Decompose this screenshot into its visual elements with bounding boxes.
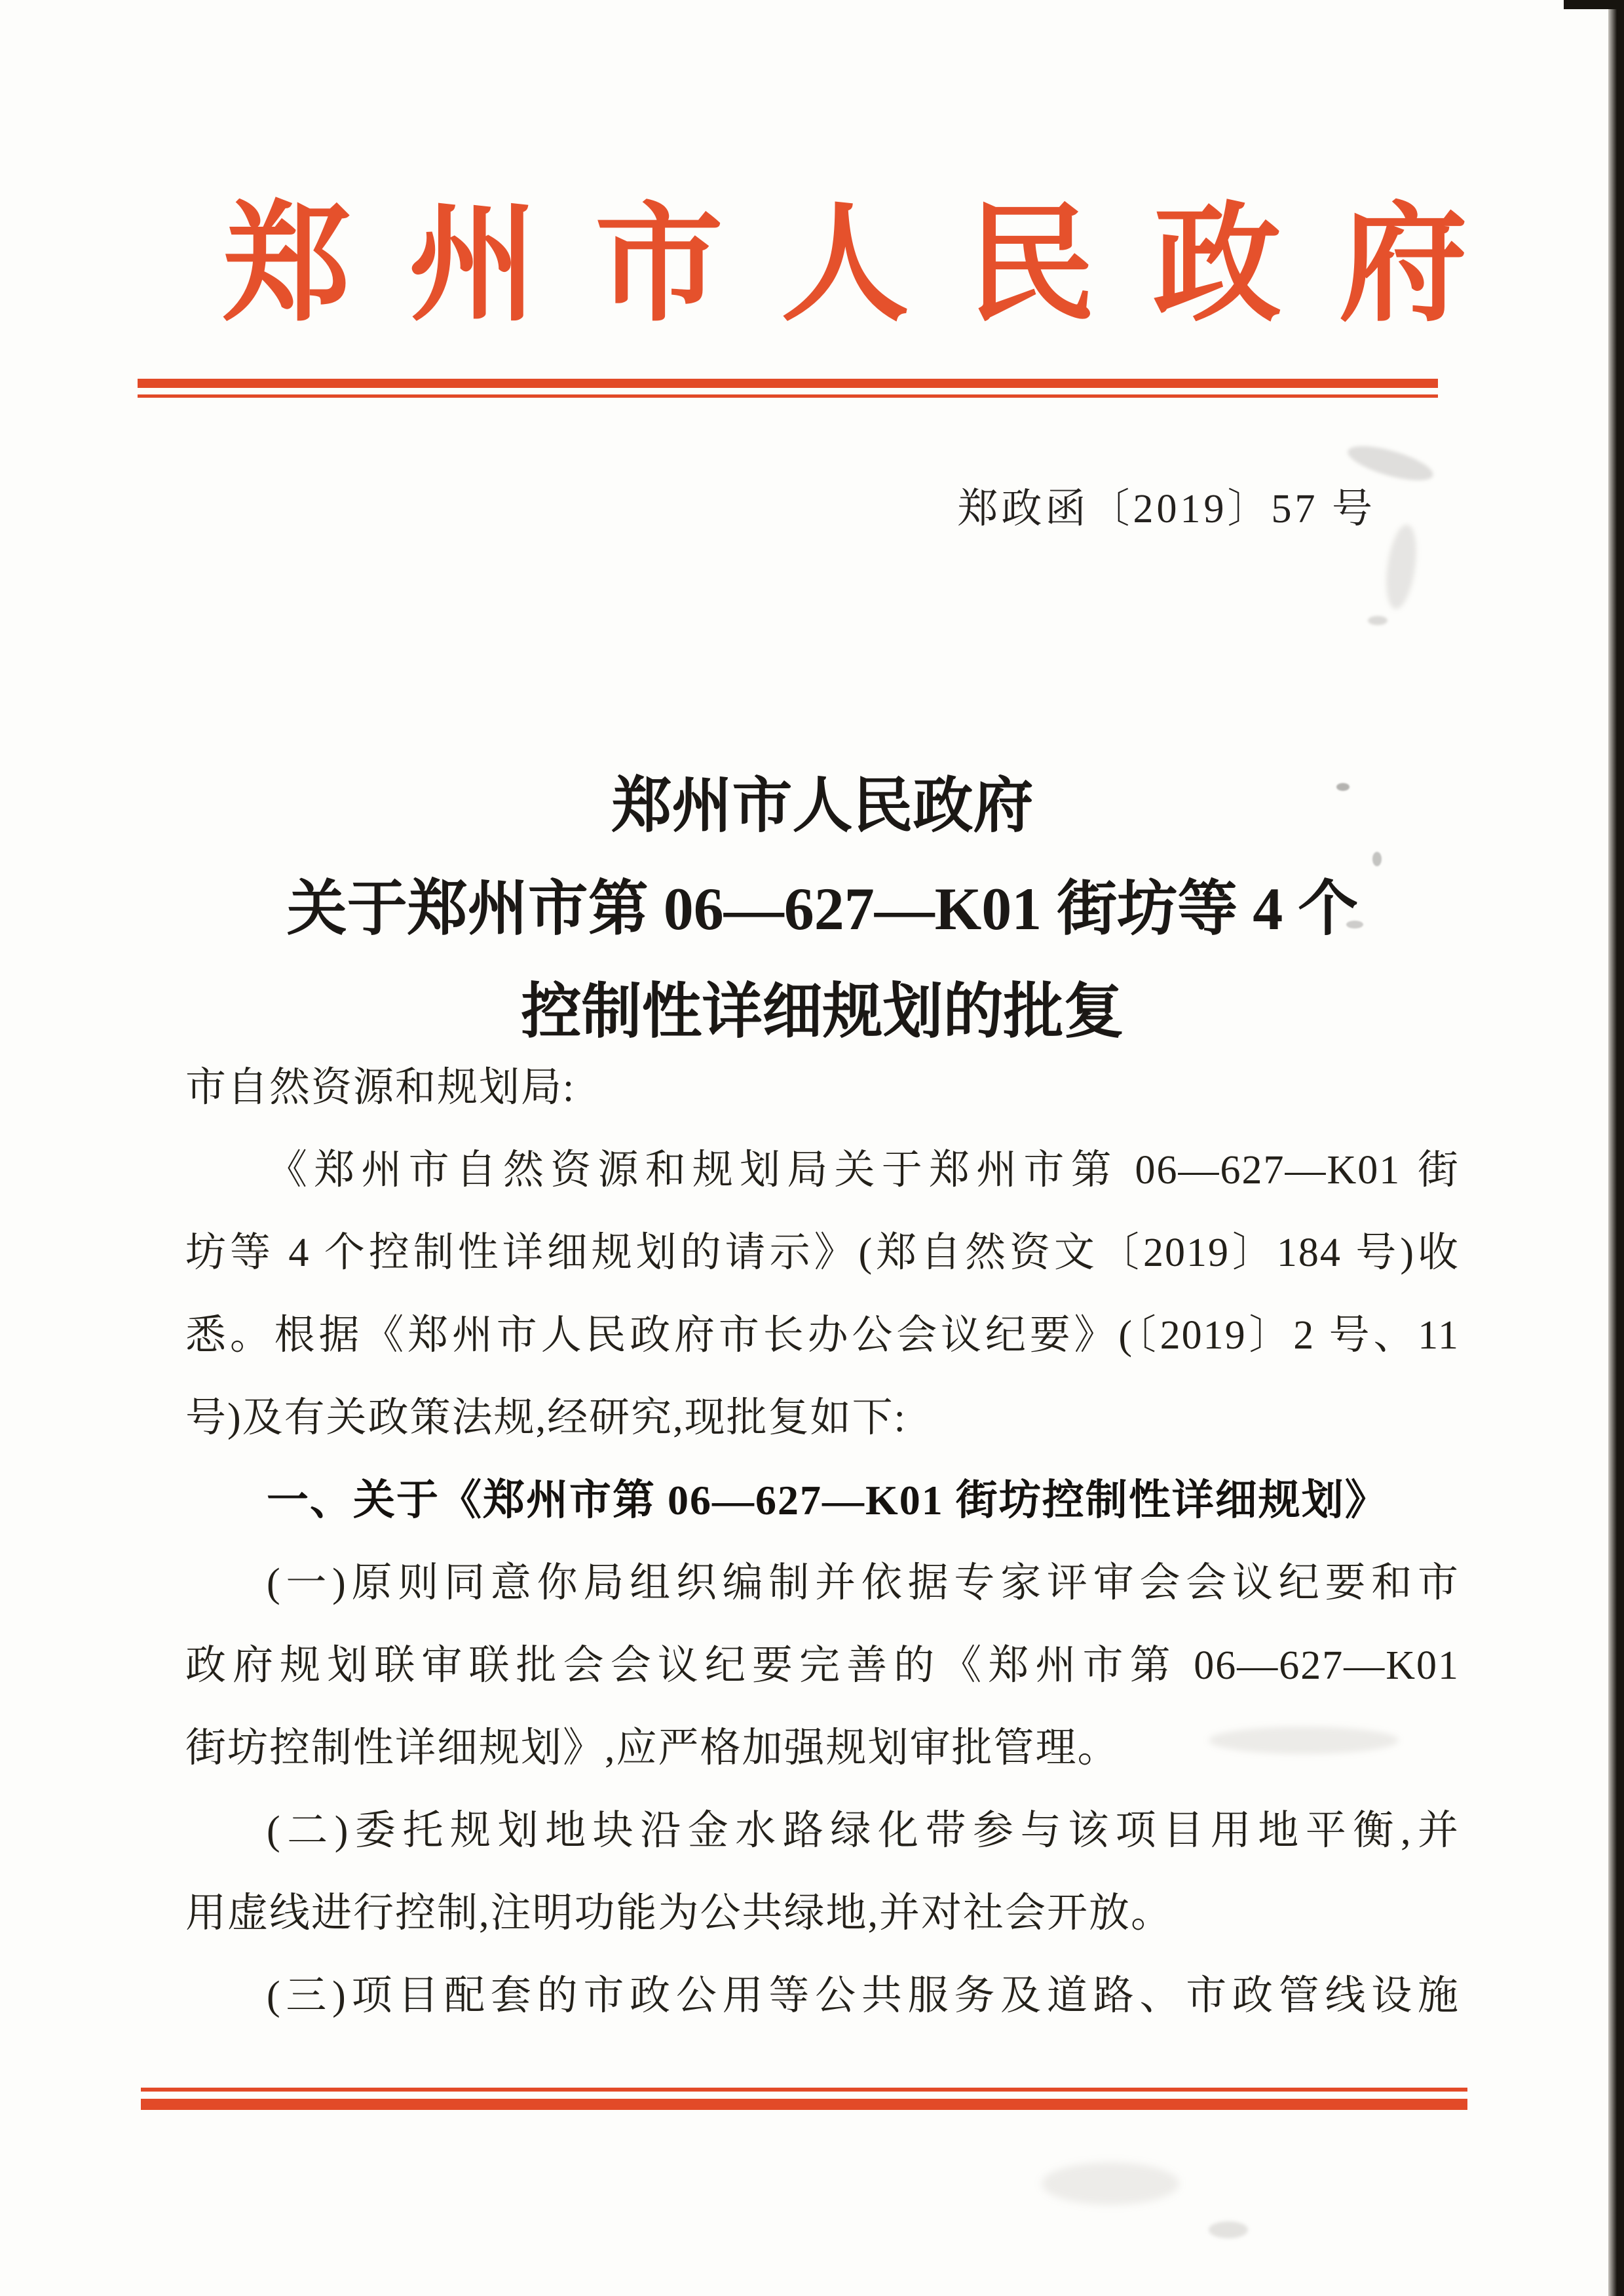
scan-smudge: [1372, 852, 1382, 866]
letterhead-char: 人: [780, 195, 909, 337]
title-line-1: 郑州市人民政府: [611, 773, 1034, 839]
scan-smudge: [1209, 2221, 1248, 2238]
letterhead-title: [223, 195, 1467, 336]
letterhead-char: 郑: [223, 195, 352, 337]
body-line: 号)及有关政策法规,经研究,现批复如下:: [185, 1396, 907, 1440]
body-line: 坊等 4 个控制性详细规划的请示》(郑自然资文〔2019〕184 号)收: [185, 1231, 1460, 1275]
letterhead-char: 政: [1152, 195, 1281, 337]
scan-smudge: [1382, 523, 1421, 611]
title-line-2: 关于郑州市第 06—627—K01 街坊等 4 个: [286, 875, 1359, 942]
scan-smudge: [1336, 783, 1350, 791]
header-rule-thin: [138, 394, 1438, 398]
header-rule-thick: [138, 379, 1438, 388]
body-line: 《郑州市自然资源和规划局关于郑州市第 06—627—K01 街: [267, 1148, 1460, 1193]
document-body: [185, 1046, 1460, 2037]
body-line: (一)原则同意你局组织编制并依据专家评审会会议纪要和市: [267, 1561, 1460, 1605]
body-line: (三)项目配套的市政公用等公共服务及道路、市政管线设施: [267, 1974, 1460, 2018]
title-line-3: 控制性详细规划的批复: [521, 978, 1124, 1045]
body-line: 政府规划联审联批会会议纪要完善的《郑州市第 06—627—K01: [185, 1643, 1460, 1688]
salutation-line: 市自然资源和规划局:: [185, 1065, 576, 1110]
scan-smudge: [1344, 439, 1436, 488]
document-reference-number: 郑政函〔2019〕57 号: [957, 487, 1376, 531]
body-line: 用虚线进行控制,注明功能为公共绿地,并对社会开放。: [185, 1891, 1173, 1936]
letterhead-char: 市: [594, 195, 723, 337]
footer-rule-thick: [141, 2099, 1467, 2110]
body-line: 街坊控制性详细规划》,应严格加强规划审批管理。: [185, 1726, 1120, 1770]
scan-smudge: [1368, 616, 1388, 625]
document-title: [185, 755, 1460, 1063]
letterhead-char: 州: [408, 195, 537, 337]
scan-edge-shadow: [1608, 0, 1624, 2296]
body-line-heading: 一、关于《郑州市第 06—627—K01 街坊控制性详细规划》: [267, 1477, 1388, 1523]
letterhead-char: 府: [1338, 195, 1467, 337]
scan-smudge: [1209, 1727, 1399, 1754]
body-line: 悉。根据《郑州市人民政府市长办公会议纪要》(〔2019〕2 号、11: [185, 1313, 1460, 1358]
footer-rule-thin: [141, 2088, 1467, 2092]
scan-smudge: [1346, 921, 1363, 928]
scan-smudge: [1042, 2162, 1179, 2205]
body-line: (二)委托规划地块沿金水路绿化带参与该项目用地平衡,并: [267, 1808, 1460, 1853]
scan-edge-shadow: [1564, 0, 1624, 9]
letterhead-char: 民: [966, 195, 1095, 337]
